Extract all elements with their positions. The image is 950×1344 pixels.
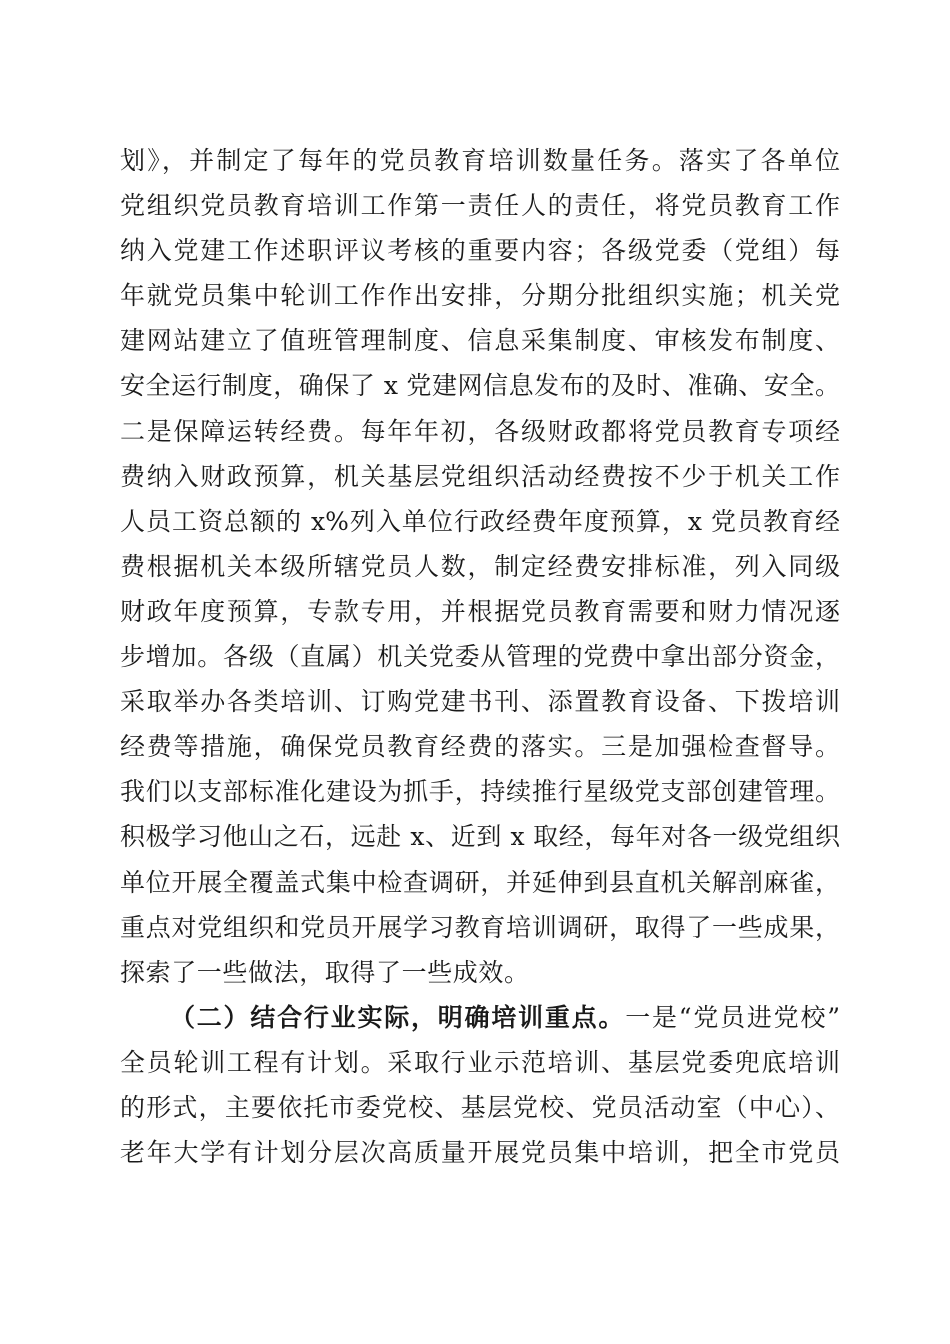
text-line-13: 采取举办各类培训、订购党建书刊、添置教育设备、下拨培训 (120, 687, 840, 717)
section-heading-line (120, 995, 840, 1040)
section-first-line-rest: 一是“党员进党校” (625, 1002, 840, 1032)
text-line-4: 年就党员集中轮训工作作出安排，分期分批组织实施；机关党 (120, 281, 840, 311)
text-line-14: 经费等措施，确保党员教育经费的落实。三是加强检查督导。 (120, 732, 840, 762)
text-line-8: 费纳入财政预算，机关基层党组织活动经费按不少于机关工作 (120, 461, 840, 491)
section-line-2: 的形式，主要依托市委党校、基层党校、党员活动室（中心）、 (120, 1092, 840, 1122)
body-text (120, 138, 840, 1175)
text-line-18: 重点对党组织和党员开展学习教育培训调研，取得了一些成果， (120, 912, 840, 942)
text-line-19: 探索了一些做法，取得了一些成效。 (120, 957, 530, 987)
text-line-16: 积极学习他山之石，远赴 x、近到 x 取经，每年对各一级党组织 (120, 822, 840, 852)
text-line-6: 安全运行制度，确保了 x 党建网信息发布的及时、准确、安全。 (120, 371, 840, 401)
text-line-12: 步增加。各级（直属）机关党委从管理的党费中拿出部分资金， (120, 642, 840, 672)
text-line-11: 财政年度预算，专款专用，并根据党员教育需要和财力情况逐 (120, 596, 840, 626)
section-line-1: 全员轮训工程有计划。采取行业示范培训、基层党委兜底培训 (120, 1047, 840, 1077)
text-line-5: 建网站建立了值班管理制度、信息采集制度、审核发布制度、 (120, 326, 840, 356)
text-line-10: 费根据机关本级所辖党员人数，制定经费安排标准，列入同级 (120, 551, 840, 581)
section-line-3: 老年大学有计划分层次高质量开展党员集中培训，把全市党员 (120, 1138, 840, 1168)
text-line-1: 划》，并制定了每年的党员教育培训数量任务。落实了各单位 (120, 146, 840, 175)
text-line-2: 党组织党员教育培训工作第一责任人的责任，将党员教育工作 (120, 191, 840, 221)
text-line-17: 单位开展全覆盖式集中检查调研，并延伸到县直机关解剖麻雀， (120, 867, 840, 897)
text-line-15: 我们以支部标准化建设为抓手，持续推行星级党支部创建管理。 (120, 777, 840, 807)
text-line-7: 二是保障运转经费。每年年初，各级财政都将党员教育专项经 (120, 416, 840, 446)
text-line-3: 纳入党建工作述职评议考核的重要内容；各级党委（党组）每 (120, 236, 840, 266)
section-heading: （二）结合行业实际，明确培训重点。 (170, 1002, 626, 1032)
text-line-9: 人员工资总额的 x%列入单位行政经费年度预算，x 党员教育经 (120, 506, 840, 536)
